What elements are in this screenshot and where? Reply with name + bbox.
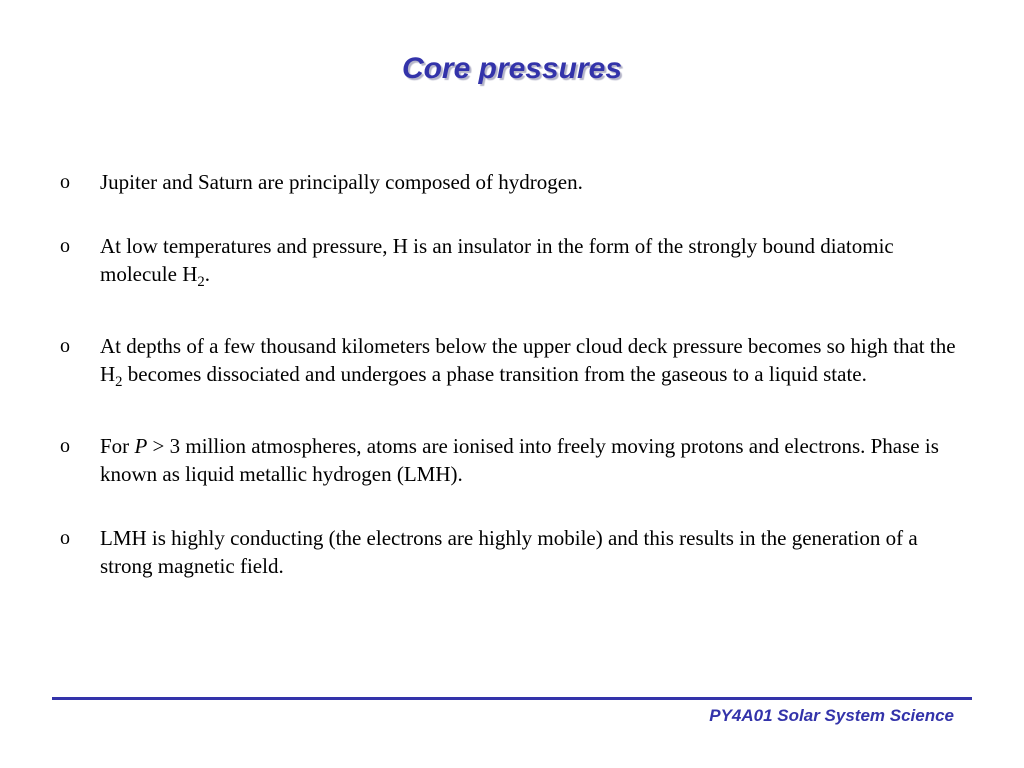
slide-title: Core pressures [401,52,623,85]
bullet-text: LMH is highly conducting (the electrons are highly mobile) and this results in the generation of a strong magnetic field. [100,526,918,579]
bullet-text-end: . [204,262,210,286]
bullet-marker-icon: o [60,235,70,257]
bullet-item-composition [60,168,960,196]
bullet-item-dissociation [60,332,960,396]
subscript: 2 [115,374,123,391]
bullet-item-low-pressure [60,232,960,296]
footer-divider [52,697,972,700]
bullet-text: Jupiter and Saturn are principally composed of hydrogen. [100,170,583,194]
bullet-text-end: > 3 million atmospheres, atoms are ionised into freely moving protons and electrons. Phase is known as liquid metallic hydrogen (LMH). [100,434,939,487]
bullet-marker-icon: o [60,335,70,358]
bullet-item-magnetic-field [60,524,960,580]
bullet-text: At low temperatures and pressure, H is an insulator in the form of the strongly bound diatomic molecule H [100,234,894,286]
bullet-item-lmh-phase [60,432,960,488]
bullet-list [60,168,960,616]
bullet-text: For [100,434,135,459]
bullet-marker-icon: o [60,527,70,550]
bullet-text-end: becomes dissociated and undergoes a phase transition from the gaseous to a liquid state. [122,362,867,387]
subscript: 2 [197,274,205,291]
bullet-text: At depths of a few thousand kilometers below the upper cloud deck pressure becomes so high that the H [100,334,956,387]
footer-course-title: PY4A01 Solar System Science [709,706,954,725]
bullet-marker-icon: o [60,435,70,458]
bullet-marker-icon: o [60,171,70,193]
pressure-symbol: P [134,434,148,459]
